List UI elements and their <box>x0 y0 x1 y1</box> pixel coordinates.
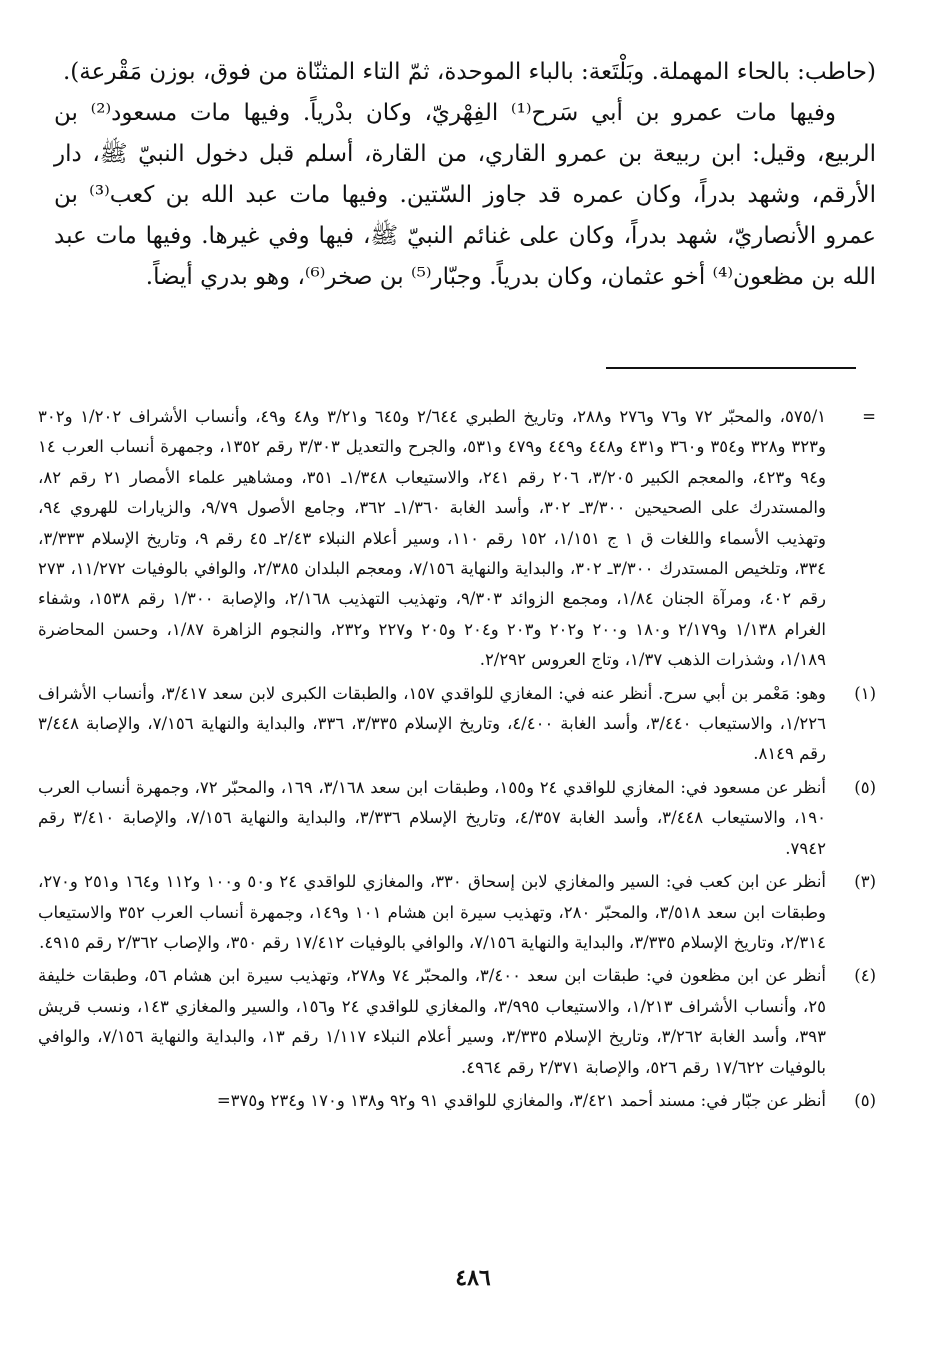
footnotes-section <box>38 402 876 1119</box>
footnote-number: (٥) <box>854 777 876 797</box>
footnote-text: وهو: مَعْمر بن أبي سرح. أنظر عنه في: المغازي للواقدي ١٥٧، والطبقات الكبرى لابن سعد ٣/٤١٧، وأنساب الأشراف ١/٢٢٦، والاستيعاب ٣/٤٤٠، وأسد الغابة ٤/٤٠٠، وتاريخ الإسلام ٣/٣٣٥، ٣٣٦، والبداية والنهاية ٧/١٥٦، والإصابة ٣/٤٤٨ رقم ٨١٤٩. <box>38 683 827 764</box>
footnote <box>38 867 876 958</box>
footnote <box>38 1086 876 1116</box>
main-paragraph: (حاطب: بالحاء المهملة. وبَلْتَعة: بالباء الموحدة، ثمّ التاء المثنّاة من فوق، بوزن مَقْرعة). <box>62 59 876 85</box>
main-paragraph: وفيها مات عمرو بن أبي سَرح⁽¹⁾ الفِهْريّ، وكان بدْرياً. وفيها مات مسعود⁽²⁾ بن الربيع، وقيل: ابن ربيعة بن عمرو القاري، من القارة، أسلم قبل دخول النبيّ ﷺ، دار الأرقم، وشهد بدراً، وكان عمره قد جاوز السّتين. وفيها مات عبد الله بن كعب⁽³⁾ بن عمرو الأنصاريّ، شهد بدراً، وكان على غنائم النبيّ ﷺ، فيها وفي غيرها. وفيها مات عبد الله بن مظعون⁽⁴⁾ أخو عثمان، وكان بدرياً. وجبّار⁽⁵⁾ بن صخر⁽⁶⁾، وهو بدري أيضاً. <box>54 100 876 290</box>
footnote <box>38 679 876 770</box>
footnote-number: (٤) <box>854 966 876 986</box>
footnote-text: أنظر عن جبّار في: مسند أحمد ٣/٤٢١، والمغازي للواقدي ٩١ و٩٢ و١٣٨ و١٧٠ و٢٣٤ و٣٧٥= <box>216 1090 826 1110</box>
page-number: ٤٨٦ <box>455 1265 491 1291</box>
main-text-body <box>54 52 876 298</box>
footnote <box>38 961 876 1083</box>
footnote-text: أنظر عن ابن مظعون في: طبقات ابن سعد ٣/٤٠٠، والمحبّر ٧٤ و٢٧٨، وتهذيب سيرة ابن هشام ٥٦، وطبقات خليفة ٢٥، وأنساب الأشراف ١/٢١٣، والاستيعاب ٣/٩٩٥، والمغازي للواقدي ٢٤ و١٥٦، والسير والمغازي ١٤٣، ونسب قريش ٣٩٣، وأسد الغابة ٣/٢٦٢، وتاريخ الإسلام ٣/٣٣٥، وسير أعلام النبلاء ١/١١٧ رقم ١٣، والبداية والنهاية ٧/١٥٦، والوافي بالوفيات ١٧/٦٢٢ رقم ٥٢٦، والإصابة ٢/٣٧١ رقم ٤٩٦٤. <box>38 966 826 1077</box>
footnote <box>38 773 876 864</box>
footnote-divider <box>606 367 856 369</box>
footnote-number: (٥) <box>854 1090 876 1110</box>
footnote-number: = <box>862 407 876 426</box>
footnote-number: (١) <box>854 683 876 703</box>
footnote-text: أنظر عن مسعود في: المغازي للواقدي ٢٤ و١٥٥، وطبقات ابن سعد ٣/١٦٨، ١٦٩، والمحبّر ٧٢، وجمهرة أنساب العرب ١٩٠، والاستيعاب ٣/٤٤٨، وأسد الغابة ٤/٣٥٧، وتاريخ الإسلام ٣/٣٣٦، والبداية والنهاية ٧/١٥٦، والإصابة ٣/٤١٠ رقم ٧٩٤٢. <box>38 777 826 858</box>
footnote <box>38 402 876 676</box>
footnote-text: أنظر عن ابن كعب في: السير والمغازي لابن إسحاق ٣٣٠، والمغازي للواقدي ٢٤ و٥٠ و١٠٠ و١١٢ و١٦٤ و٢٥١ و٢٧٠، وطبقات ابن سعد ٣/٥١٨، والمحبّر ٢٨٠، وتهذيب سيرة ابن هشام ١٠١ و١٤٩، وجمهرة أنساب العرب ٣٥٢ والاستيعاب ٢/٣١٤، وتاريخ الإسلام ٣/٣٣٥، والبداية والنهاية ٧/١٥٦، والوافي بالوفيات ١٧/٤١٢ رقم ٣٥٠، والإصاب ٢/٣٦٢ رقم ٤٩١٥. <box>38 872 827 952</box>
footnote-number: (٣) <box>854 872 876 892</box>
footnote-text: ٥٧٥/١، والمحبّر ٧٢ و٧٦ و٢٧٦ و٢٨٨، وتاريخ الطبري ٢/٦٤٤ و٦٤٥ و٣/٢١ و٤٨ و٤٩، وأنساب الأشراف ١/٢٠٢ و٣٠٢ و٣٢٣ و٣٢٨ و٣٥٤ و٣٦٠ و٤٣١ و٤٤٨ و٤٤٩ و٤٧٩ و٥٣١، والجرح والتعديل ٣/٣٠٣ رقم ١٣٥٢، وجمهرة أنساب العرب ١٤ و٩٤ و٤٢٣، والمعجم الكبير ٣/٢٠٥، ٢٠٦ رقم ٢٤١، والاستيعاب ١/٣٤٨ـ ٣٥١، ومشاهير علماء الأمصار ٢١ رقم ٨٢، والمستدرك على الصحيحين ٣/٣٠٠ـ ٣٠٢، وأسد الغابة ١/٣٦٠ـ ٣٦٢، وجامع الأصول ٩/٧٩، والزيارات للهروي ٩٤، وتهذيب الأسماء واللغات ق ١ ج ١/١٥١، ١٥٢ رقم ١١٠، وسير أعلام النبلاء ٢/٤٣ـ ٤٥ رقم ٩، وتاريخ الإسلام ٣/٣٣٣، ٣٣٤، وتلخيص المستدرك ٣/٣٠٠ـ ٣٠٢، والبداية والنهاية ٧/١٥٦، ومعجم البلدان ٢/٣٨٥، والوافي بالوفيات ١١/٢٧٢، ٢٧٣ رقم ٤٠٢، ومرآة الجنان ١/٨٤، ومجمع الزوائد ٩/٣٠٣، وتهذيب التهذيب ٢/١٦٨، والإصابة ١/٣٠٠ رقم ١٥٣٨، وشفاء الغرام ١/١٣٨ و٢/١٧٩ و١٨٠ و٢٠٠ و٢٠٢ و٢٠٣ و٢٠٤ و٢٠٥ و٢٢٧ و٢٣٢، والنجوم الزاهرة ١/٨٧، وحسن المحاضرة ١/١٨٩، وشذرات الذهب ١/٣٧، وتاج العروس ٢/٢٩٢. <box>38 407 827 670</box>
